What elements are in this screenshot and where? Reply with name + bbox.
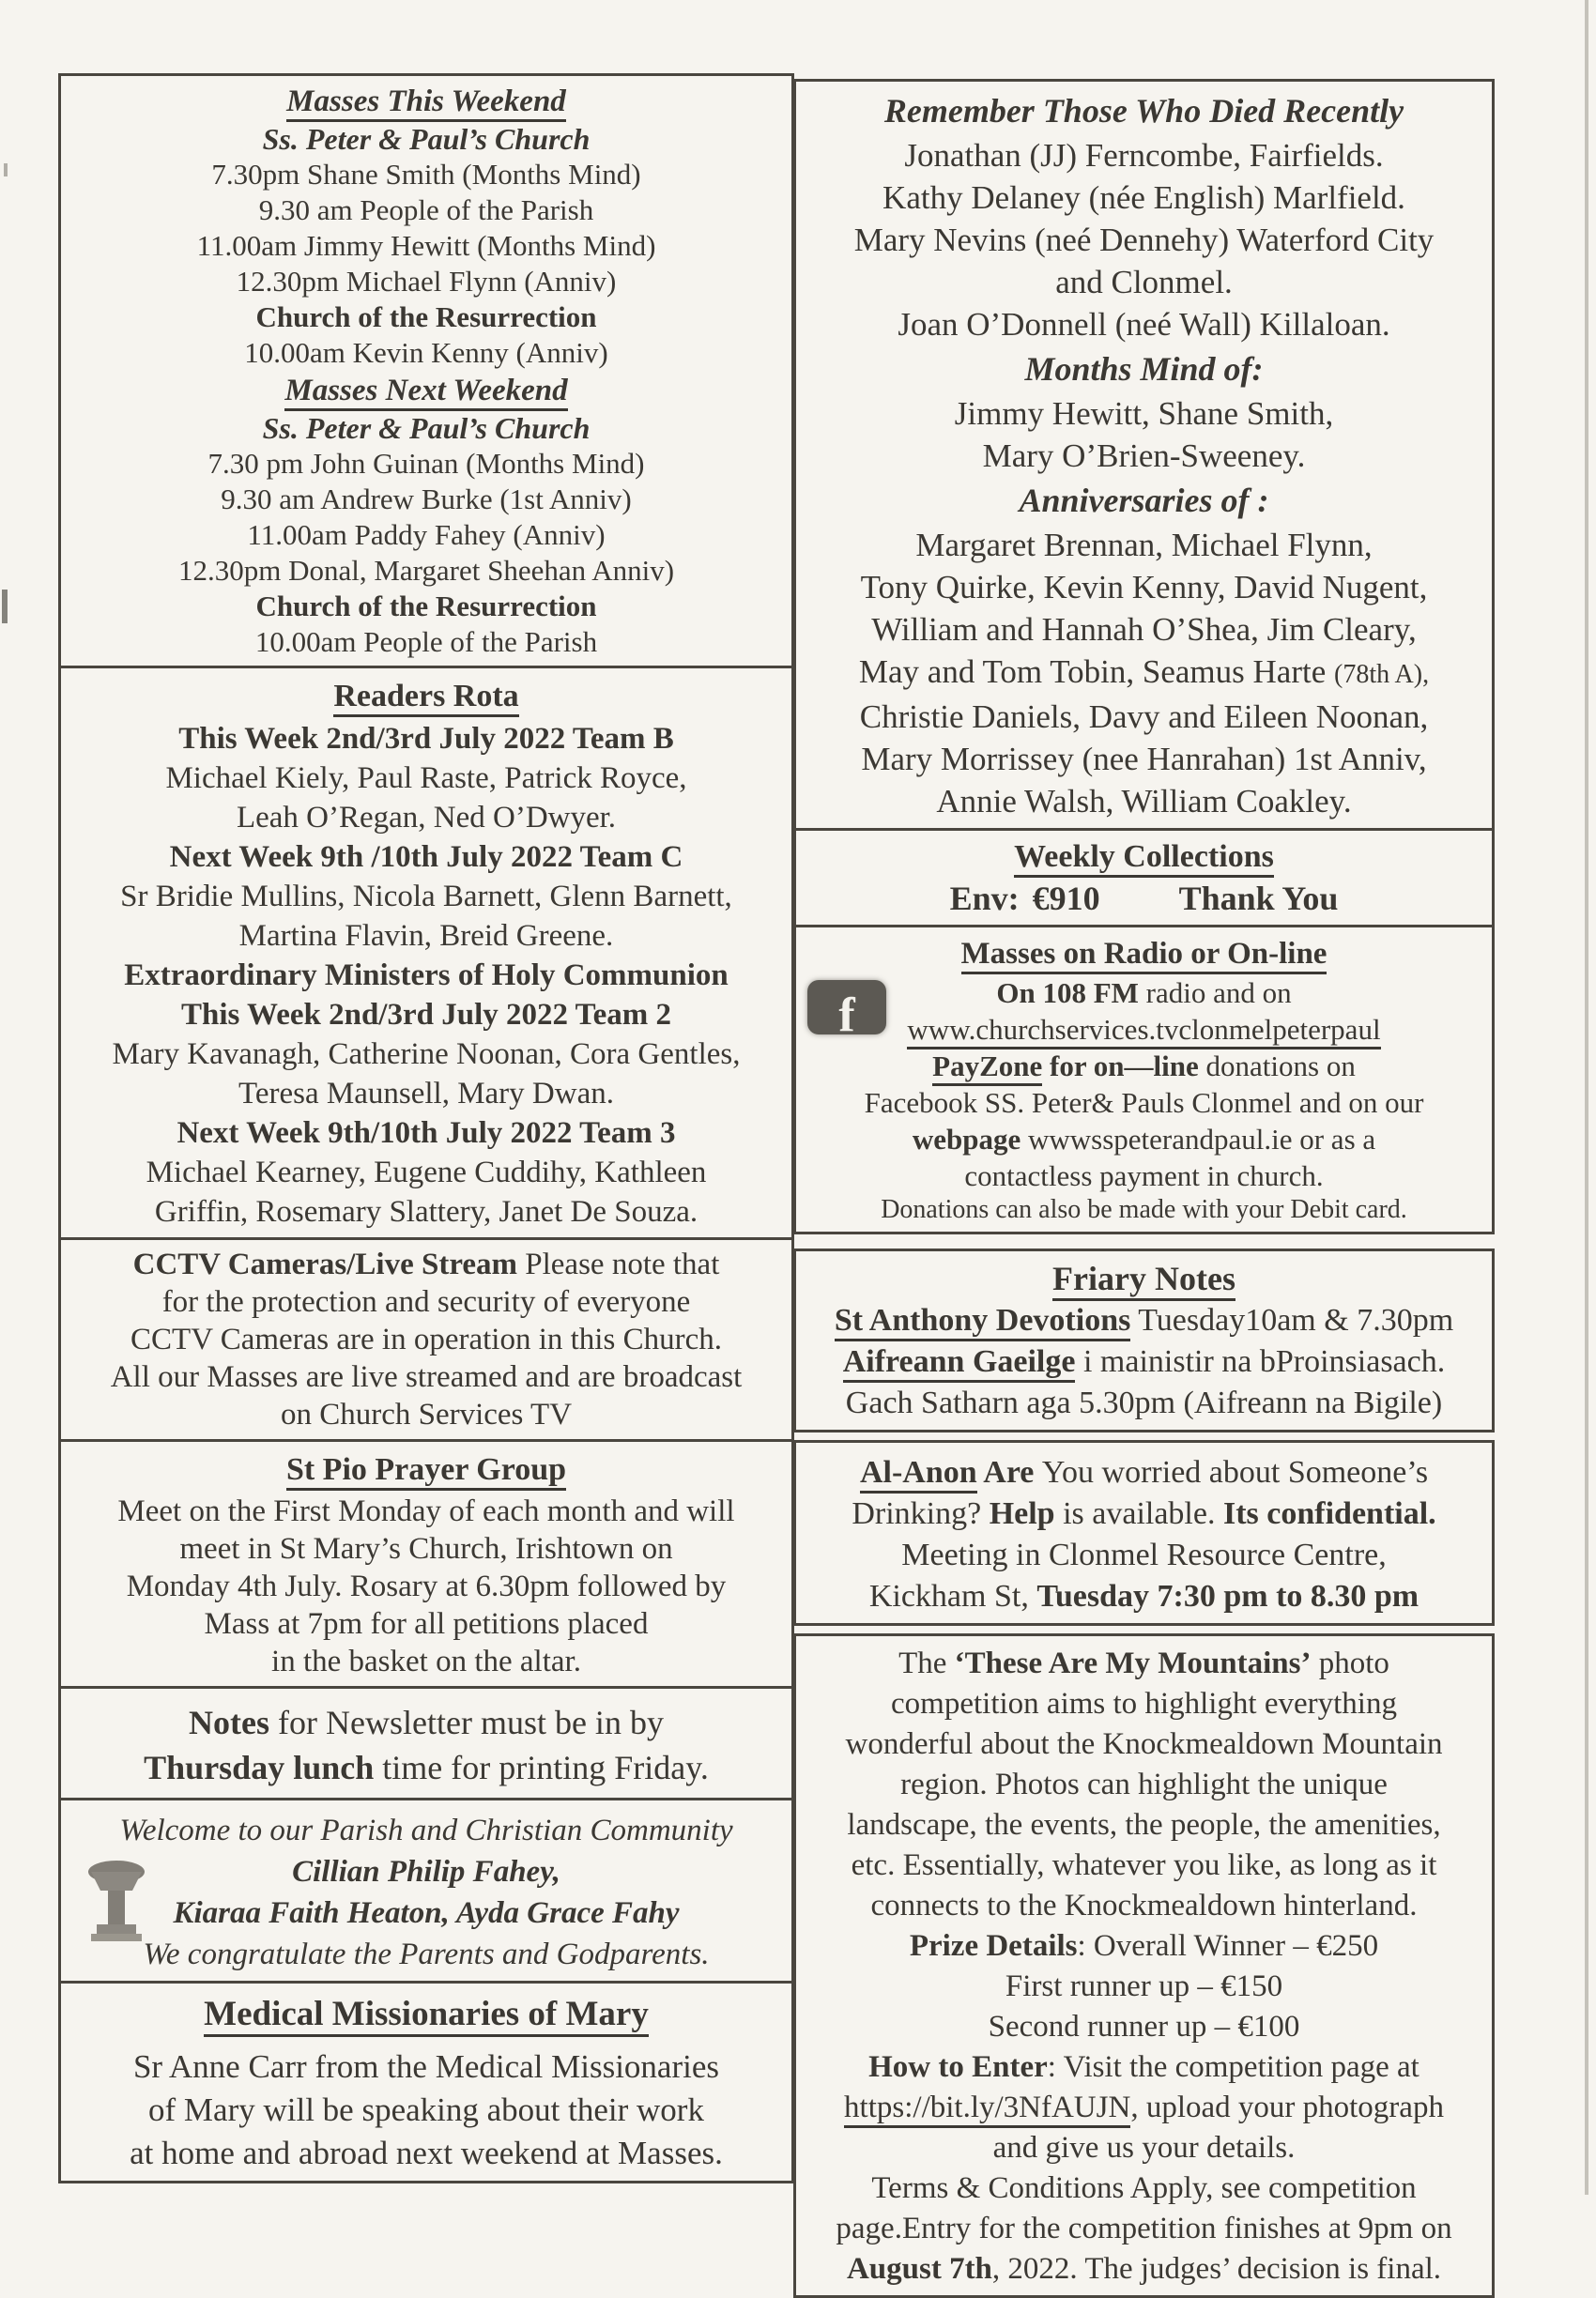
scan-edge-artifact bbox=[1585, 0, 1588, 2195]
st-pio-line: meet in St Mary’s Church, Irishtown on bbox=[179, 1532, 673, 1566]
medical-title bbox=[70, 1989, 782, 2040]
church-name: Church of the Resurrection bbox=[255, 300, 597, 333]
cctv-lead-rest: Please note that bbox=[517, 1248, 720, 1281]
deceased-line: and Clonmel. bbox=[1055, 264, 1233, 300]
competition-body-line: wonderful about the Knockmealdown Mountain bbox=[845, 1727, 1443, 1761]
emhc-heading: Extraordinary Ministers of Holy Communion bbox=[124, 958, 729, 992]
baptised-name: Cillian Philip Fahey, bbox=[292, 1855, 560, 1889]
welcome-line: Welcome to our Parish and Christian Community bbox=[119, 1814, 733, 1847]
cctv-line: CCTV Cameras are in operation in this Church. bbox=[130, 1323, 722, 1356]
prize-details-bold: Prize Details bbox=[909, 1929, 1078, 1963]
facebook-icon bbox=[807, 980, 886, 1042]
rota-names-line: Michael Kearney, Eugene Cuddihy, Kathleen bbox=[146, 1156, 707, 1189]
medical-title-text: Medical Missionaries of Mary bbox=[204, 1995, 649, 2037]
deceased-line: Mary Nevins (neé Dennehy) Waterford City bbox=[853, 222, 1435, 258]
st-pio-line: Mass at 7pm for all petitions placed bbox=[204, 1607, 649, 1641]
cctv-line: on Church Services TV bbox=[280, 1398, 573, 1432]
mass-line: 7.30pm Shane Smith (Months Mind) bbox=[211, 158, 641, 191]
friary-notes-title-text: Friary Notes bbox=[1052, 1260, 1235, 1301]
died-recently-title: Remember Those Who Died Recently bbox=[883, 92, 1404, 130]
how-to-enter-bold: How to Enter bbox=[868, 2050, 1048, 2084]
rota-names-line: Michael Kiely, Paul Raste, Patrick Royce, bbox=[165, 761, 687, 795]
runner-up-line: First runner up – €150 bbox=[1005, 1969, 1283, 2003]
payzone-rest: donations on bbox=[1198, 1049, 1356, 1082]
rota-names-line: Teresa Maunsell, Mary Dwan. bbox=[238, 1077, 614, 1111]
terms-line: Terms & Conditions Apply, see competition bbox=[871, 2171, 1417, 2205]
notes-rest: time for printing Friday. bbox=[374, 1749, 709, 1786]
facebook-page-line: Facebook SS. Peter& Pauls Clonmel and on our bbox=[864, 1086, 1424, 1119]
envelope-amount: €910 bbox=[1032, 880, 1100, 917]
emhc-week-heading: This Week 2nd/3rd July 2022 Team 2 bbox=[180, 998, 672, 1032]
masses-this-weekend-title bbox=[70, 82, 782, 121]
welcome-line: We congratulate the Parents and Godparents. bbox=[143, 1938, 710, 1971]
satharn-line: Gach Satharn aga 5.30pm (Aifreann na Bigile) bbox=[845, 1386, 1443, 1420]
anniversaries-heading: Anniversaries of : bbox=[1019, 482, 1269, 519]
competition-body-line: region. Photos can highlight the unique bbox=[900, 1768, 1388, 1801]
runner-up-line: Second runner up – €100 bbox=[988, 2010, 1300, 2044]
st-pio-title-text: St Pio Prayer Group bbox=[286, 1452, 566, 1491]
al-anon-text: is available. bbox=[1054, 1496, 1223, 1531]
competition-name-bold: ‘These Are My Mountains’ bbox=[954, 1647, 1312, 1680]
baptismal-font-icon bbox=[85, 1859, 147, 1945]
terms-line: page.Entry for the competition finishes at 9pm on bbox=[836, 2212, 1452, 2245]
anniversary-note: (78th A), bbox=[1334, 660, 1430, 689]
competition-body-line: connects to the Knockmealdown hinterland. bbox=[870, 1889, 1418, 1923]
st-anthony-bold: St Anthony Devotions bbox=[835, 1303, 1131, 1341]
al-anon-lead-line bbox=[806, 1452, 1482, 1494]
al-anon-text: Kickham St, bbox=[868, 1579, 1037, 1614]
months-mind-heading: Months Mind of: bbox=[1024, 350, 1264, 388]
prize-details-line bbox=[806, 1926, 1482, 1967]
right-column bbox=[793, 79, 1495, 2298]
webpage-bold: webpage bbox=[912, 1123, 1021, 1156]
al-anon-bold: Al-Anon bbox=[860, 1455, 977, 1494]
competition-title-line bbox=[806, 1644, 1482, 1684]
deceased-line: Joan O’Donnell (neé Wall) Killaloan. bbox=[898, 306, 1390, 343]
notes-bold: Thursday lunch bbox=[144, 1749, 375, 1786]
cctv-line: for the protection and security of everyone bbox=[161, 1285, 691, 1319]
payzone-line bbox=[806, 1048, 1482, 1084]
al-anon-meeting-line: Meeting in Clonmel Resource Centre, bbox=[901, 1538, 1387, 1572]
mass-line: 11.00am Jimmy Hewitt (Months Mind) bbox=[196, 229, 656, 262]
aifreann-bold: Aifreann Gaeilge bbox=[843, 1344, 1076, 1383]
payzone-online-bold: for on—line bbox=[1042, 1049, 1199, 1082]
al-anon-section bbox=[793, 1440, 1495, 1626]
notes-bold: Notes bbox=[189, 1704, 270, 1741]
church-name: Church of the Resurrection bbox=[255, 590, 597, 622]
confidential-bold: Its confidential. bbox=[1222, 1496, 1436, 1531]
rota-names-line: Leah O’Regan, Ned O’Dwyer. bbox=[236, 801, 617, 835]
thank-you-text: Thank You bbox=[1178, 880, 1339, 917]
prize-details-rest: : Overall Winner – €250 bbox=[1077, 1929, 1379, 1963]
medical-line: at home and abroad next weekend at Masses. bbox=[130, 2135, 723, 2171]
al-anon-text: Drinking? bbox=[852, 1496, 990, 1531]
readers-rota-title-text: Readers Rota bbox=[333, 679, 518, 717]
competition-text: photo bbox=[1311, 1647, 1389, 1680]
collections-title bbox=[806, 836, 1482, 878]
died-recently-section bbox=[793, 79, 1495, 831]
deadline-line bbox=[806, 2249, 1482, 2290]
church-name: Ss. Peter & Paul’s Church bbox=[262, 122, 591, 156]
weekly-collections-section bbox=[793, 828, 1495, 927]
cctv-heading: CCTV Cameras/Live Stream bbox=[132, 1248, 518, 1281]
competition-url-line bbox=[806, 2088, 1482, 2128]
mass-line: 11.00am Paddy Fahey (Anniv) bbox=[247, 518, 606, 551]
anniversary-line: Tony Quirke, Kevin Kenny, David Nugent, bbox=[860, 569, 1428, 605]
st-pio-line: Monday 4th July. Rosary at 6.30pm followed by bbox=[126, 1570, 727, 1603]
notes-line bbox=[70, 1700, 782, 1745]
medical-line: Sr Anne Carr from the Medical Missionaries bbox=[132, 2048, 720, 2085]
rota-names-line: Sr Bridie Mullins, Nicola Barnett, Glenn Barnett, bbox=[120, 880, 732, 913]
webpage-rest: wwwsspeterandpaul.ie or as a bbox=[1021, 1123, 1376, 1156]
rota-names-line: Martina Flavin, Breid Greene. bbox=[238, 919, 614, 953]
readers-rota-title bbox=[70, 674, 782, 719]
rota-names-line: Mary Kavanagh, Catherine Noonan, Cora Gentles, bbox=[112, 1037, 741, 1071]
al-anon-are-bold: Are bbox=[976, 1455, 1042, 1490]
al-anon-time-line bbox=[806, 1576, 1482, 1617]
mass-line: 12.30pm Michael Flynn (Anniv) bbox=[236, 265, 617, 298]
payzone-bold: PayZone bbox=[932, 1049, 1042, 1086]
st-pio-section bbox=[58, 1439, 794, 1689]
masses-radio-online-section bbox=[793, 925, 1495, 1234]
st-pio-line: in the basket on the altar. bbox=[271, 1645, 581, 1678]
rota-week-heading: This Week 2nd/3rd July 2022 Team B bbox=[178, 722, 674, 756]
medical-line: of Mary will be speaking about their work bbox=[148, 2091, 704, 2128]
newsletter-notes-section bbox=[58, 1686, 794, 1800]
st-anthony-rest: Tuesday10am & 7.30pm bbox=[1130, 1303, 1454, 1338]
competition-url-rest: , upload your photograph bbox=[1130, 2091, 1444, 2124]
cctv-lead-line bbox=[70, 1246, 782, 1283]
friary-notes-title bbox=[806, 1257, 1482, 1300]
mass-line: 9.30 am Andrew Burke (1st Anniv) bbox=[221, 483, 632, 515]
masses-this-weekend-title-text: Masses This Weekend bbox=[286, 84, 566, 122]
rota-week-heading: Next Week 9th /10th July 2022 Team C bbox=[169, 840, 683, 874]
fm-bold: On 108 FM bbox=[996, 976, 1139, 1009]
anniversary-line bbox=[806, 651, 1482, 696]
mass-line: 10.00am Kevin Kenny (Anniv) bbox=[244, 336, 608, 369]
notes-rest: for Newsletter must be in by bbox=[269, 1704, 664, 1741]
anniversary-line: William and Hannah O’Shea, Jim Cleary, bbox=[871, 611, 1417, 648]
st-pio-line: Meet on the First Monday of each month and will bbox=[117, 1494, 735, 1528]
masses-next-weekend-title bbox=[70, 371, 782, 410]
mass-line: 7.30 pm John Guinan (Months Mind) bbox=[207, 447, 645, 480]
medical-missionaries-section bbox=[58, 1981, 794, 2183]
debit-card-line: Donations can also be made with your Debit card. bbox=[881, 1195, 1407, 1224]
left-column bbox=[58, 73, 794, 2183]
contactless-line: contactless payment in church. bbox=[964, 1159, 1324, 1192]
deceased-line: Jonathan (JJ) Ferncombe, Fairfields. bbox=[904, 137, 1384, 174]
mass-line: 9.30 am People of the Parish bbox=[258, 193, 594, 226]
collections-title-text: Weekly Collections bbox=[1014, 839, 1274, 878]
anniversary-line: Mary Morrissey (nee Hanrahan) 1st Anniv, bbox=[861, 741, 1427, 777]
baptism-welcome-section bbox=[58, 1798, 794, 1984]
give-details-line: and give us your details. bbox=[992, 2131, 1296, 2165]
churchservices-url bbox=[806, 1011, 1482, 1048]
competition-text: The bbox=[898, 1647, 955, 1680]
al-anon-lead-rest: You worried about Someone’s bbox=[1041, 1455, 1429, 1490]
churchservices-url-text: www.churchservices.tvclonmelpeterpaul bbox=[907, 1013, 1380, 1049]
anniversary-line: Annie Walsh, William Coakley. bbox=[936, 783, 1352, 820]
how-to-enter-rest: : Visit the competition page at bbox=[1047, 2050, 1420, 2084]
masses-section bbox=[58, 73, 794, 668]
radio-title-text: Masses on Radio or On-line bbox=[961, 937, 1327, 974]
aifreann-line bbox=[806, 1341, 1482, 1383]
st-pio-title bbox=[70, 1448, 782, 1493]
readers-rota-section bbox=[58, 666, 794, 1240]
webpage-line bbox=[806, 1121, 1482, 1157]
radio-fm-line bbox=[806, 974, 1482, 1011]
aifreann-rest: i mainistir na bProinsiasach. bbox=[1075, 1344, 1446, 1379]
months-mind-line: Mary O’Brien-Sweeney. bbox=[982, 437, 1306, 474]
help-bold: Help bbox=[989, 1496, 1055, 1531]
competition-body-line: etc. Essentially, whatever you like, as long as it bbox=[851, 1848, 1437, 1882]
deceased-line: Kathy Delaney (née English) Marlfield. bbox=[882, 179, 1405, 216]
cctv-line: All our Masses are live streamed and are broadcast bbox=[110, 1360, 743, 1394]
radio-title bbox=[806, 933, 1482, 974]
st-anthony-line bbox=[806, 1300, 1482, 1341]
emhc-week-heading: Next Week 9th/10th July 2022 Team 3 bbox=[176, 1116, 676, 1150]
al-anon-help-line bbox=[806, 1494, 1482, 1535]
meeting-time-bold: Tuesday 7:30 pm to 8.30 pm bbox=[1036, 1579, 1420, 1614]
anniversary-line: Christie Daniels, Davy and Eileen Noonan, bbox=[859, 698, 1429, 735]
facebook-letter: f bbox=[838, 988, 855, 1042]
envelope-label: Env: bbox=[949, 880, 1020, 917]
mass-line: 12.30pm Donal, Margaret Sheehan Anniv) bbox=[177, 554, 675, 587]
rota-names-line: Griffin, Rosemary Slattery, Janet De Souza. bbox=[154, 1195, 698, 1229]
how-to-enter-line bbox=[806, 2047, 1482, 2088]
masses-next-weekend-title-text: Masses Next Weekend bbox=[284, 374, 567, 411]
mass-line: 10.00am People of the Parish bbox=[254, 625, 598, 658]
friary-notes-section bbox=[793, 1249, 1495, 1432]
competition-body-line: competition aims to highlight everything bbox=[891, 1687, 1397, 1721]
notes-line bbox=[70, 1745, 782, 1790]
photo-competition-section bbox=[793, 1633, 1495, 2298]
church-name: Ss. Peter & Paul’s Church bbox=[262, 411, 591, 445]
scan-artifact-mark bbox=[4, 163, 8, 176]
deadline-rest: , 2022. The judges’ decision is final. bbox=[991, 2252, 1442, 2286]
collections-amount-row bbox=[806, 878, 1482, 919]
anniversary-line: Margaret Brennan, Michael Flynn, bbox=[915, 527, 1373, 563]
months-mind-line: Jimmy Hewitt, Shane Smith, bbox=[954, 395, 1334, 432]
competition-url-text: https://bit.ly/3NfAUJN bbox=[844, 2091, 1130, 2128]
anniversary-text: May and Tom Tobin, Seamus Harte bbox=[858, 653, 1334, 690]
scan-artifact-mark bbox=[2, 590, 8, 623]
fm-rest: radio and on bbox=[1138, 976, 1292, 1009]
competition-body-line: landscape, the events, the people, the amenities, bbox=[847, 1808, 1441, 1842]
deadline-bold: August 7th bbox=[846, 2252, 992, 2286]
cctv-section bbox=[58, 1237, 794, 1442]
baptised-name: Kiaraa Faith Heaton, Ayda Grace Fahy bbox=[173, 1896, 680, 1930]
